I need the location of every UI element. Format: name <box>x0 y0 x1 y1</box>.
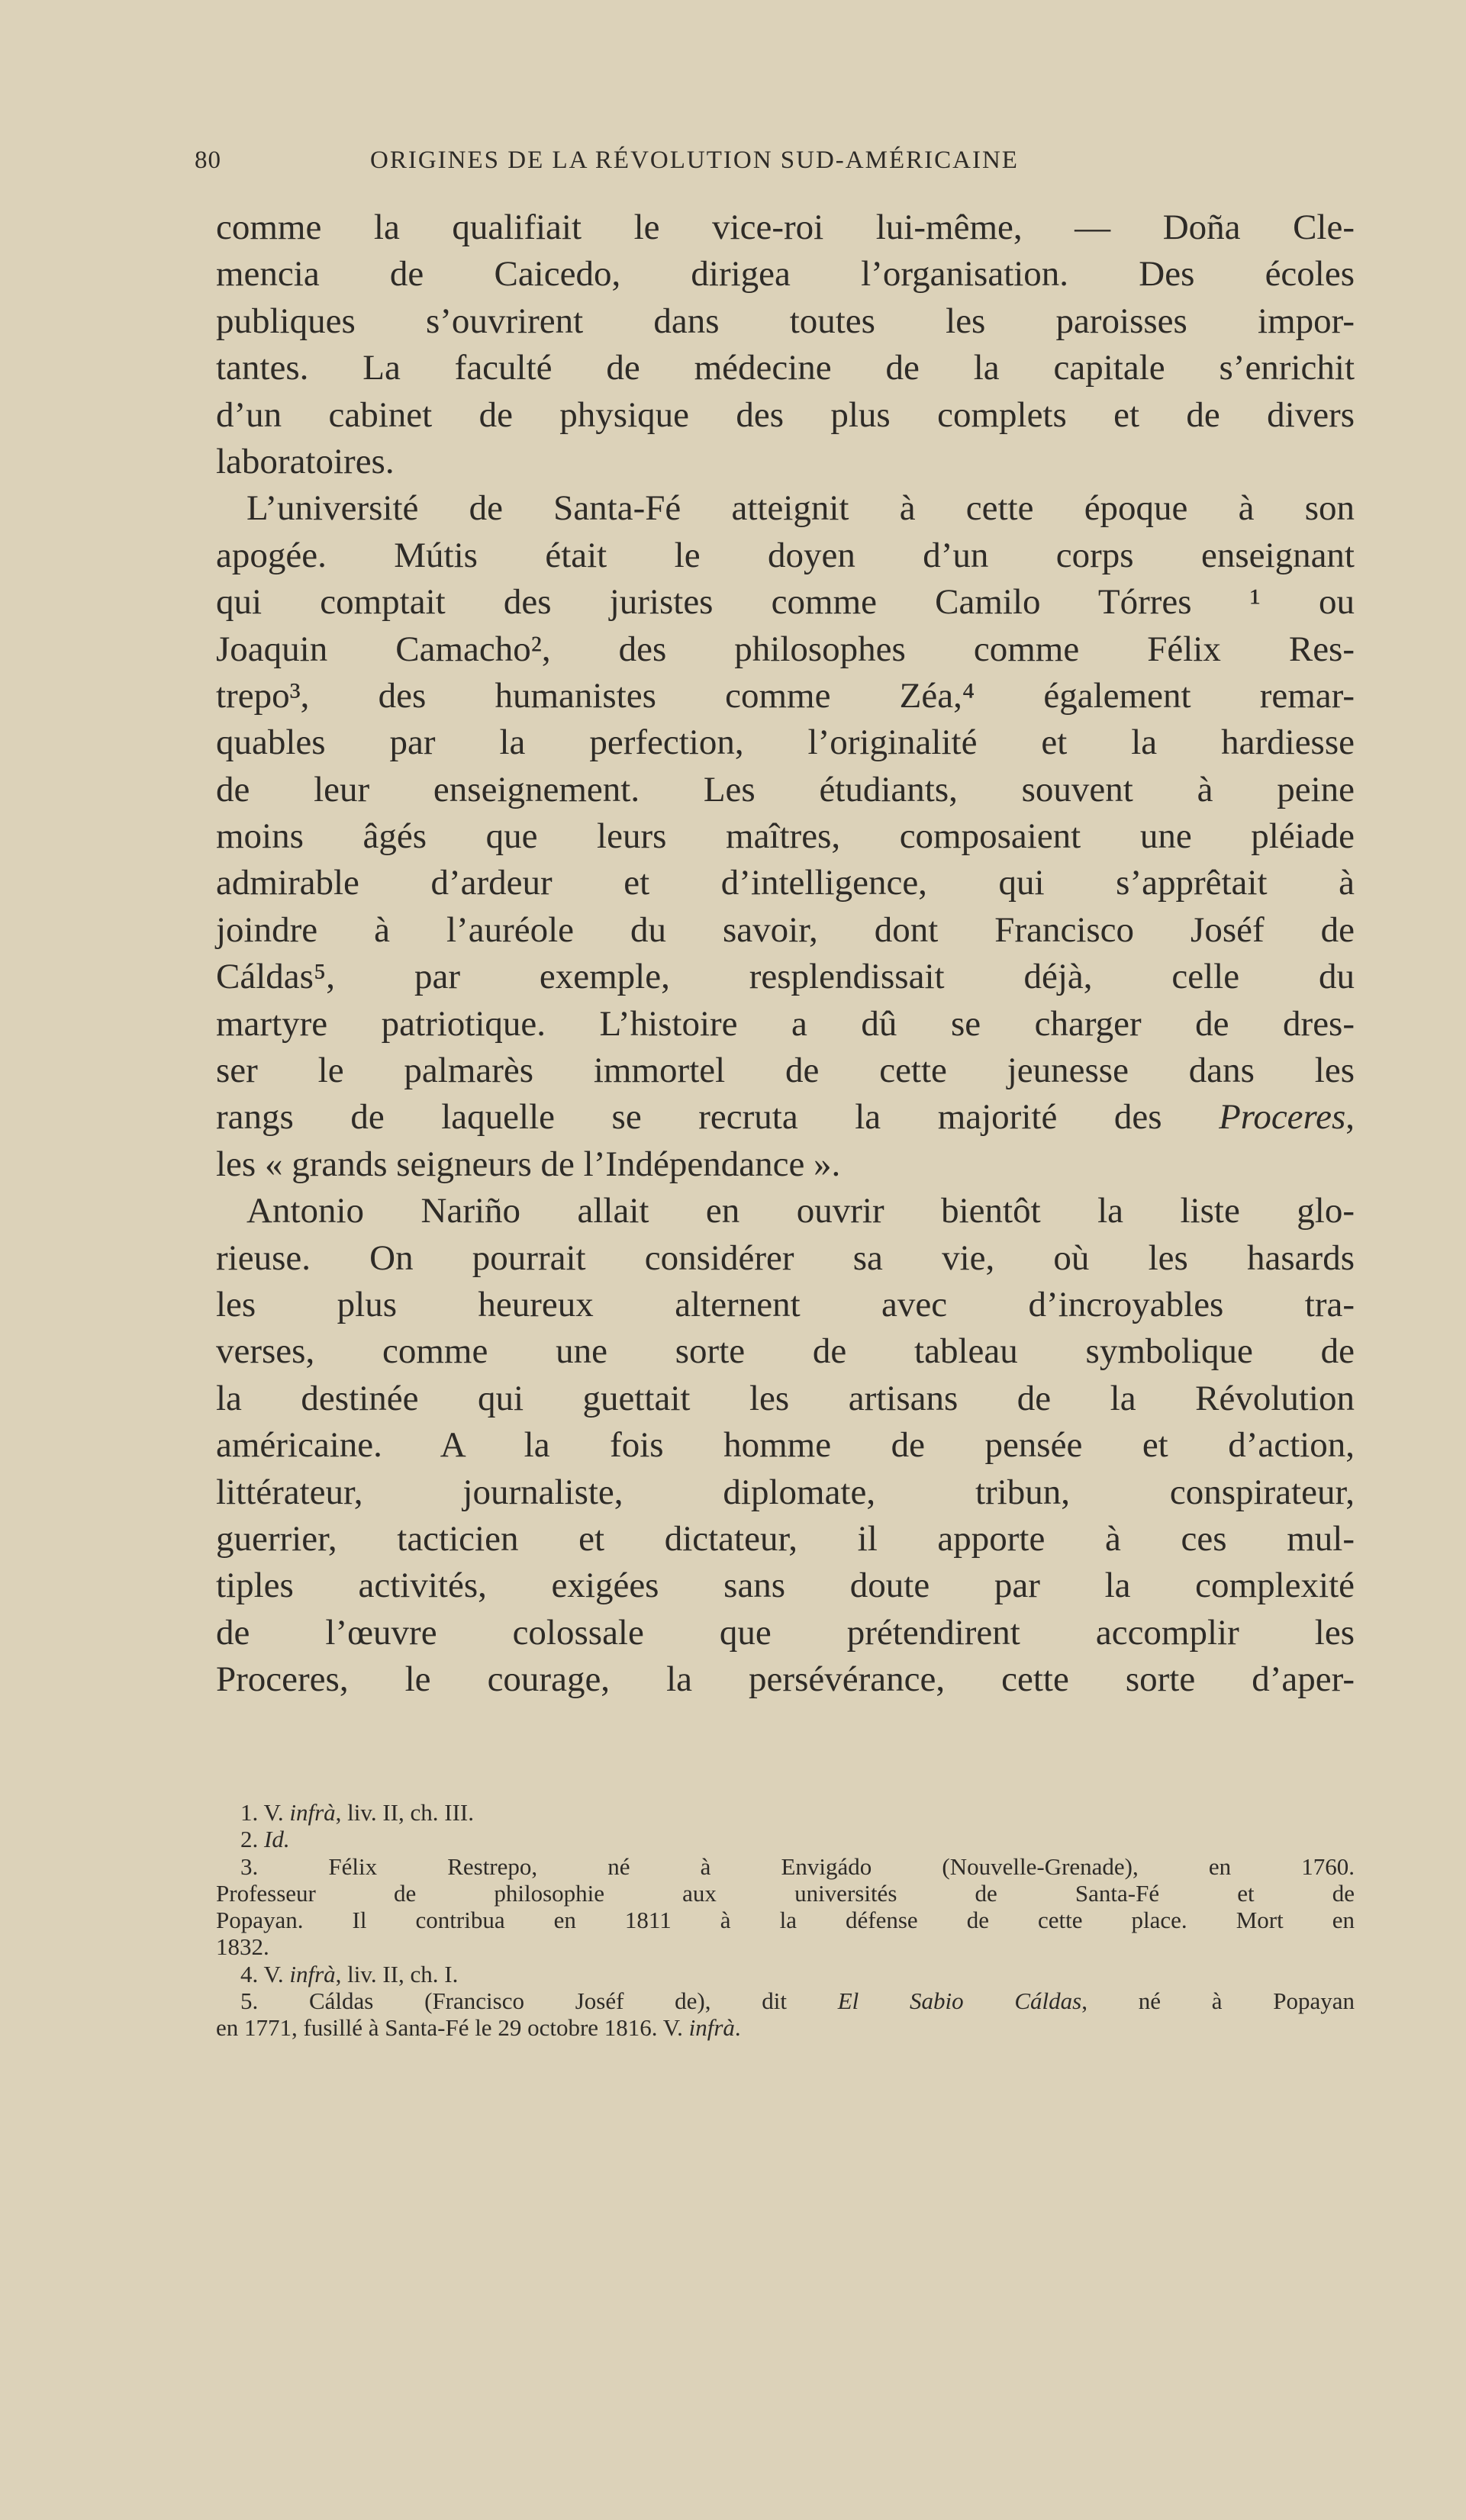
text-segment: en 1771, fusillé à Santa-Fé le 29 octobre 1816. V. <box>216 2014 689 2042</box>
text-segment: rangs de laquelle se recruta la majorité des <box>216 1097 1220 1138</box>
text-segment: Cáldas⁵, par exemple, resplendissait déjà, celle du <box>216 957 1355 997</box>
text-segment: de l’œuvre colossale que prétendirent accomplir les <box>216 1612 1355 1653</box>
body-text <box>216 204 1355 1704</box>
text-segment: 1832. <box>216 1933 269 1961</box>
footnote-line <box>216 1933 1355 1960</box>
text-segment: qui comptait des juristes comme Camilo Tórres ¹ ou <box>216 582 1355 623</box>
body-line <box>216 1141 1355 1188</box>
text-segment: trepo³, des humanistes comme Zéa,⁴ également remar- <box>216 675 1355 716</box>
text-segment: 5. Cáldas (Francisco Joséf de), dit <box>240 1987 838 2015</box>
body-line <box>216 439 1355 485</box>
body-line <box>216 1001 1355 1048</box>
body-line <box>216 1422 1355 1469</box>
text-segment: tiples activités, exigées sans doute par la complexité <box>216 1566 1355 1606</box>
text-segment: , né à Popayan <box>1081 1987 1355 2015</box>
body-line <box>216 1656 1355 1703</box>
body-line <box>216 1610 1355 1656</box>
body-line <box>216 533 1355 579</box>
text-segment: martyre patriotique. L’histoire a dû se charger de dres- <box>216 1003 1355 1044</box>
footnote-line <box>216 1987 1355 2014</box>
footnote-line <box>216 1907 1355 1933</box>
text-segment: tantes. La faculté de médecine de la capitale s’enrichit <box>216 348 1355 388</box>
text-segment: infrà <box>289 1960 336 1987</box>
body-line <box>216 1516 1355 1563</box>
text-segment: littérateur, journaliste, diplomate, tribun, conspirateur, <box>216 1472 1355 1512</box>
text-segment: Proceres <box>1219 1097 1346 1138</box>
body-line <box>216 579 1355 626</box>
text-segment: infrà <box>688 2014 735 2042</box>
text-segment: Professeur de philosophie aux universités de Santa-Fé et de <box>216 1879 1355 1907</box>
body-line <box>216 719 1355 766</box>
footnote-line <box>216 1880 1355 1907</box>
footnote-line <box>216 1826 1355 1852</box>
text-segment: admirable d’ardeur et d’intelligence, qui s’apprêtait à <box>216 863 1355 903</box>
footnote-line <box>216 1853 1355 1880</box>
body-line <box>216 1563 1355 1609</box>
text-segment: publiques s’ouvrirent dans toutes les paroisses impor- <box>216 301 1355 341</box>
text-segment: , liv. II, ch. I. <box>335 1960 459 1987</box>
body-line <box>216 1094 1355 1141</box>
text-segment: Antonio Nariño allait en ouvrir bientôt la liste glo- <box>246 1191 1355 1231</box>
text-segment: 3. Félix Restrepo, né à Envigádo (Nouvelle-Grenade), en 1760. <box>240 1852 1355 1880</box>
text-segment: El Sabio Cáldas <box>837 1987 1082 2015</box>
body-line <box>216 907 1355 954</box>
text-segment: apogée. Mútis était le doyen d’un corps enseignant <box>216 535 1355 575</box>
body-line <box>216 251 1355 298</box>
body-line <box>216 1048 1355 1094</box>
text-segment: les plus heureux alternent avec d’incroyables tra- <box>216 1284 1355 1324</box>
text-segment: mencia de Caicedo, dirigea l’organisation. Des écoles <box>216 254 1355 294</box>
text-segment: Id. <box>264 1826 290 1853</box>
body-line <box>216 767 1355 813</box>
text-segment: 2. <box>240 1826 264 1853</box>
text-segment: la destinée qui guettait les artisans de la Révolution <box>216 1378 1355 1418</box>
body-line <box>216 1469 1355 1516</box>
body-line <box>216 626 1355 673</box>
body-line <box>216 954 1355 1000</box>
text-segment: de leur enseignement. Les étudiants, souvent à peine <box>216 769 1355 809</box>
text-segment: quables par la perfection, l’originalité et la hardiesse <box>216 723 1355 763</box>
footnote-line <box>216 1799 1355 1826</box>
text-segment: 1. V. <box>240 1799 290 1826</box>
body-line <box>216 860 1355 906</box>
body-line <box>216 1282 1355 1328</box>
text-segment: comme la qualifiait le vice-roi lui-même, — Doña Cle- <box>216 208 1355 247</box>
running-title: ORIGINES DE LA RÉVOLUTION SUD-AMÉRICAINE <box>370 146 1019 174</box>
text-segment: . <box>734 2014 741 2042</box>
body-line <box>216 345 1355 391</box>
body-line <box>216 392 1355 439</box>
footnote-line <box>216 2014 1355 2041</box>
text-segment: américaine. A la fois homme de pensée et d’action, <box>216 1425 1355 1466</box>
body-line <box>216 1235 1355 1282</box>
text-segment: moins âgés que leurs maîtres, composaient une pléiade <box>216 816 1355 857</box>
text-segment: verses, comme une sorte de tableau symbolique de <box>216 1331 1355 1372</box>
text-segment: Proceres, le courage, la persévérance, cette sorte d’aper- <box>216 1659 1355 1700</box>
text-segment: d’un cabinet de physique des plus complets et de divers <box>216 394 1355 435</box>
body-line <box>216 1376 1355 1422</box>
text-segment: guerrier, tacticien et dictateur, il apporte à ces mul- <box>216 1518 1355 1559</box>
text-segment: , liv. II, ch. III. <box>335 1799 474 1826</box>
text-segment: joindre à l’auréole du savoir, dont Francisco Joséf de <box>216 909 1355 950</box>
text-segment: Popayan. Il contribua en 1811 à la défense de cette place. Mort en <box>216 1907 1355 1934</box>
body-line <box>216 204 1355 251</box>
body-line <box>216 813 1355 860</box>
text-segment: 4. V. <box>240 1960 290 1987</box>
text-segment: laboratoires. <box>216 441 395 481</box>
footnotes <box>216 1799 1355 2042</box>
body-line <box>216 673 1355 719</box>
body-line <box>216 485 1355 532</box>
text-segment: ser le palmarès immortel de cette jeunesse dans les <box>216 1051 1355 1091</box>
body-line <box>216 1328 1355 1375</box>
text-segment: les « grands seigneurs de l’Indépendance ». <box>216 1144 841 1184</box>
footnote-line <box>216 1961 1355 1987</box>
text-segment: L’université de Santa-Fé atteignit à cette époque à son <box>246 488 1355 529</box>
text-segment: rieuse. On pourrait considérer sa vie, où les hasards <box>216 1237 1355 1278</box>
page-number: 80 <box>195 146 221 174</box>
text-segment: infrà <box>289 1799 336 1826</box>
body-line <box>216 298 1355 345</box>
text-segment: , <box>1345 1097 1355 1138</box>
text-segment: Joaquin Camacho², des philosophes comme Félix Res- <box>216 629 1355 669</box>
body-line <box>216 1188 1355 1234</box>
